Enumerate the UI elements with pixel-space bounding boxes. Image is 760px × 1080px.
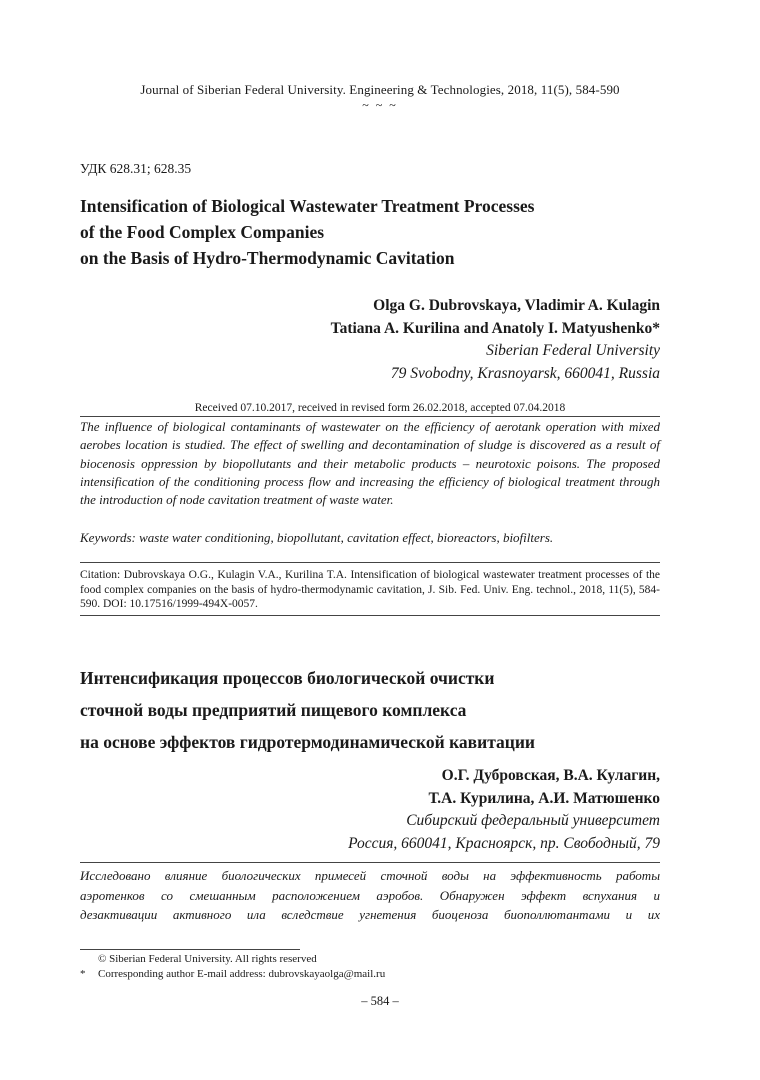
abstract-ru-line: Исследовано влияние биологических примесей сточной воды на эффективность работы [80,868,660,883]
footnote [80,967,385,982]
footnote-text: © Siberian Federal University. All rights reserved [98,953,317,965]
article-title-en [80,193,534,271]
keywords-en: Keywords: waste water conditioning, biopollutant, cavitation effect, bioreactors, biofilters. [80,530,554,545]
title-en-line: on the Basis of Hydro-Thermodynamic Cavitation [80,248,455,268]
authors-line: Tatiana A. Kurilina and Anatoly I. Matyushenko* [330,319,660,337]
abstract-ru-line: дезактивации активного ила вследствие угнетения биоценоза биополлютантами и их [80,907,660,922]
authors-line: Т.А. Курилина, А.И. Матюшенко [428,789,660,807]
abstract-en: The influence of biological contaminants of wastewater on the efficiency of aerotank operation with mixed aerobes location is studied. The effect of swelling and decontamination of sludge is discovered as a result of biocenosis oppression by biopollutants and their metabolic products – neurotoxic poisons. The proposed intensification of the conditioning process flow and increasing the efficiency of biological treatment through the introduction of node cavitation treatment of waste water. [80,419,660,508]
affiliation: Сибирский федеральный университет [406,812,660,829]
divider [80,416,660,417]
footnote-rule [80,949,300,950]
footnote [80,952,385,967]
abstract-ru [80,866,660,925]
page-number: – 584 – [361,994,399,1008]
footnote-text: Corresponding author E-mail address: dubrovskayaolga@mail.ru [98,968,386,980]
footnote-mark: * [80,968,86,980]
title-en-line: of the Food Complex Companies [80,222,325,242]
title-ru-line: Интенсификация процессов биологической очистки [80,668,495,688]
abstract-ru-line: аэротенков со смешанным расположением аэробов. Обнаружен эффект вспухания и [80,887,660,903]
address: Россия, 660041, Красноярск, пр. Свободный, 79 [348,834,660,852]
divider [80,862,660,863]
divider [80,562,660,563]
header-ornament: ~ ~ ~ [362,98,398,112]
address: 79 Svobodny, Krasnoyarsk, 660041, Russia [390,364,660,382]
title-ru-line: сточной воды предприятий пищевого комплекса [80,700,467,720]
divider [80,615,660,616]
journal-header: Journal of Siberian Federal University. Engineering & Technologies, 2018, 11(5), 584-590 [140,82,620,97]
authors-block-ru [348,765,660,855]
affiliation: Siberian Federal University [486,342,660,359]
authors-line: Olga G. Dubrovskaya, Vladimir A. Kulagin [373,297,660,314]
article-title-ru [80,662,535,758]
authors-line: О.Г. Дубровская, В.А. Кулагин, [441,767,660,784]
footnotes [80,952,385,982]
title-en-line: Intensification of Biological Wastewater Treatment Processes [80,196,535,216]
title-ru-line: на основе эффектов гидротермодинамической кавитации [80,732,536,752]
udk-code: УДК 628.31; 628.35 [80,161,192,176]
authors-block-en [331,295,660,385]
citation: Citation: Dubrovskaya O.G., Kulagin V.A., Kurilina T.A. Intensification of biological wastewater treatment processes of the food complex companies on the basis of hydro-thermodynamic cavitation, J. Sib. Fed. Univ. Eng. technol., 2018, 11(5), 584-590. DOI: 10.17516/1999-494X-0057. [80,569,660,610]
received-dates: Received 07.10.2017, received in revised form 26.02.2018, accepted 07.04.2018 [194,402,566,414]
